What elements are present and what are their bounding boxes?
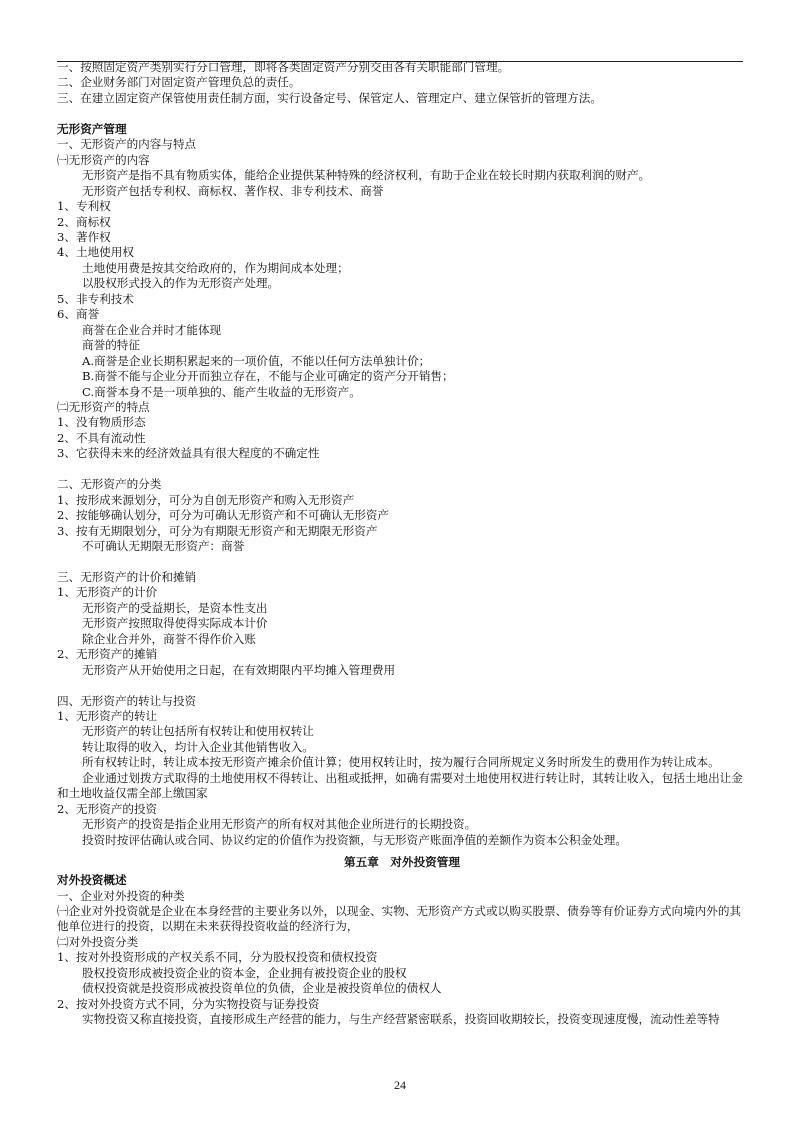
section-heading-intangible: 无形资产管理 (57, 121, 127, 136)
note: 转让取得的收入，均计入企业其他销售收入。 (82, 739, 314, 754)
list-item: 3、它获得未来的经济效益具有很大程度的不确定性 (57, 446, 320, 461)
list-item: 3、按有无期限划分，可分为有期限无形资产和无期限无形资产 (57, 523, 378, 538)
note: 无形资产的转让包括所有权转让和使用权转让 (82, 724, 314, 739)
list-item: 2、商标权 (57, 214, 111, 229)
note: 所有权转让时，转让成本按无形资产摊余价值计算；使用权转让时，按为履行合同所规定义务时所发生的费用作为转让成本。 (82, 755, 720, 770)
list-item: 2、不具有流动性 (57, 430, 146, 445)
list-item: 2、无形资产的摊销 (57, 647, 158, 662)
list-item: 3、著作权 (57, 229, 111, 244)
note: 无形资产从开始使用之日起，在有效期限内平均摊入管理费用 (82, 662, 396, 677)
list-item: 1、专利权 (57, 199, 111, 214)
note: 商誉的特征 (82, 338, 140, 353)
list-item: 1、无形资产的转让 (57, 708, 158, 723)
note: 无形资产的投资是指企业用无形资产的所有权对其他企业所进行的长期投资。 (82, 817, 477, 832)
section-title: 一、无形资产的内容与特点 (57, 137, 197, 152)
paragraph: 无形资产是指不具有物质实体，能给企业提供某种特殊的经济权利，有助于企业在较长时期内获取利润的财产。 (82, 168, 651, 183)
note: 实物投资又称直接投资，直接形成生产经营的能力，与生产经营紧密联系，投资回收期较长，投资变现速度慢，流动性差等特 (82, 1012, 720, 1027)
list-item: 5、非专利技术 (57, 291, 134, 306)
paragraph: 无形资产包括专利权、商标权、著作权、非专利技术、商誉 (82, 183, 384, 198)
section-heading-outward: 对外投资概述 (57, 873, 127, 888)
list-item: 1、无形资产的计价 (57, 585, 158, 600)
note: 以股权形式投入的作为无形资产处理。 (82, 276, 280, 291)
paragraph: ㈠企业对外投资就是企业在本身经营的主要业务以外，以现金、实物、无形资产方式或以购买股票、债券等有价证券方式向境内外的其他单位进行的投资，以期在未来获得投资收益的经济行为， (57, 903, 742, 934)
document-body (57, 60, 747, 1028)
list-item: 4、土地使用权 (57, 245, 134, 260)
section-title: 三、无形资产的计价和摊销 (57, 569, 197, 584)
list-item: 1、按对外投资形成的产权关系不同，分为股权投资和债权投资 (57, 950, 378, 965)
list-item: 2、无形资产的投资 (57, 801, 158, 816)
paragraph: 企业通过划拨方式取得的土地使用权不得转让、出租或抵押，如确有需要对土地使用权进行转让时，其转让收入，包括土地出让金和土地收益仅需全部上缴国家 (57, 770, 743, 801)
note: 无形资产的受益期长，是资本性支出 (82, 600, 268, 615)
subsection-title: ㈡对外投资分类 (57, 934, 139, 949)
section-title: 四、无形资产的转让与投资 (57, 693, 197, 708)
page-number: 24 (394, 1078, 406, 1092)
list-item: 1、没有物质形态 (57, 415, 146, 430)
note: 商誉在企业合并时才能体现 (82, 322, 222, 337)
note: 土地使用费是按其交给政府的，作为期间成本处理； (82, 260, 349, 275)
note: 股权投资形成被投资企业的资本金，企业拥有被投资企业的股权 (82, 965, 407, 980)
note: 债权投资就是投资形成被投资单位的负债，企业是被投资单位的债权人 (82, 981, 442, 996)
list-item: 一、按照固定资产类别实行分口管理，即将各类固定资产分别交由各有关职能部门管理。 (57, 60, 510, 74)
list-item: 二、企业财务部门对固定资产管理负总的责任。 (57, 75, 301, 90)
section-title: 一、企业对外投资的种类 (57, 888, 185, 903)
list-item: 1、按形成来源划分，可分为自创无形资产和购入无形资产 (57, 492, 355, 507)
subsection-title: ㈡无形资产的特点 (57, 399, 150, 414)
note: C.商誉本身不是一项单独的、能产生收益的无形资产。 (82, 384, 361, 399)
note: 无形资产按照取得使得实际成本计价 (82, 616, 268, 631)
subsection-title: ㈠无形资产的内容 (57, 152, 150, 167)
note: 除企业合并外，商誉不得作价入账 (82, 631, 256, 646)
list-item: 2、按对外投资方式不同，分为实物投资与证券投资 (57, 996, 320, 1011)
chapter-title: 第五章 对外投资管理 (344, 855, 460, 870)
section-title: 二、无形资产的分类 (57, 477, 162, 492)
note: 投资时按评估确认或合同、协议约定的价值作为投资额，与无形资产账面净值的差额作为资本公积金处理。 (82, 832, 627, 847)
note: A.商誉是企业长期积累起来的一项价值，不能以任何方法单独计价； (82, 353, 431, 368)
list-item: 6、商誉 (57, 307, 100, 322)
note: B.商誉不能与企业分开而独立存在，不能与企业可确定的资产分开销售； (82, 369, 454, 384)
list-item: 三、在建立固定资产保管使用责任制方面，实行设备定号、保管定人、管理定户、建立保管折的管理方法。 (57, 90, 602, 105)
list-item: 2、按能够确认划分，可分为可确认无形资产和不可确认无形资产 (57, 508, 390, 523)
note: 不可确认无期限无形资产：商誉 (82, 539, 245, 554)
